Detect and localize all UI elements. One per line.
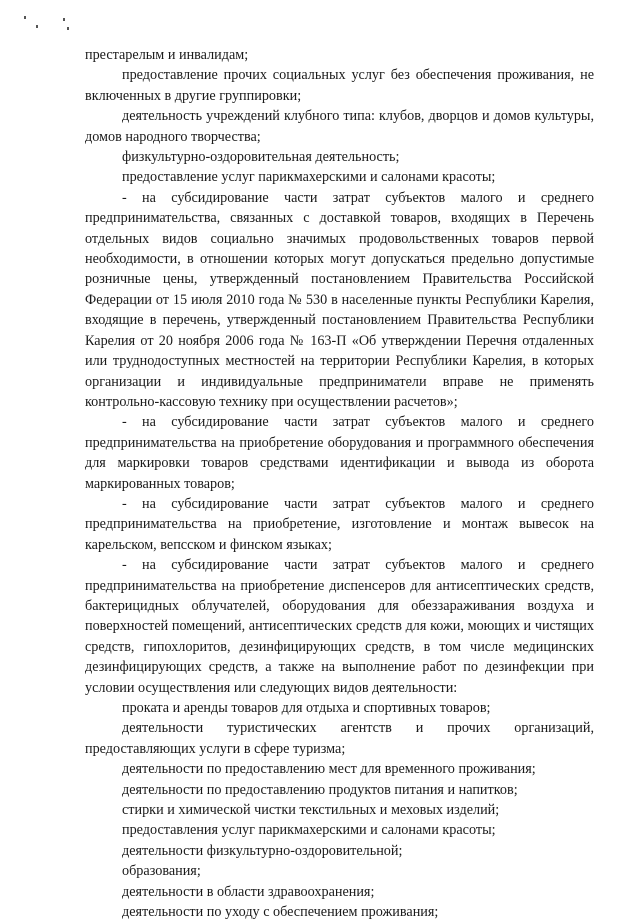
list-item: деятельности в области здравоохранения; bbox=[122, 883, 375, 900]
list-item: деятельности по предоставлению продуктов питания и напитков; bbox=[122, 781, 518, 798]
list-item: образования; bbox=[122, 863, 201, 880]
list-item: предоставления услуг парикмахерскими и салонами красоты; bbox=[122, 822, 496, 839]
paragraph: - на субсидирование части затрат субъектов малого и среднего предпринимательства на приобретение оборудования и программного обеспечения для маркировки товаров средствами идентификации и вывода из оборота маркированных товаров; bbox=[85, 414, 594, 492]
paragraph: - на субсидирование части затрат субъектов малого и среднего предпринимательства на приобретение диспенсеров для антисептических средств, бактерицидных облучателей, оборудования для обеззараживания воздуха и поверхностей помещений, антисептических средств для кожи, моющих и чистящих средств, гипохлоритов, дезинфицирующих средств, в том числе медицинских дезинфицирующих средств, а также на выполнение работ по дезинфекции при условии осуществления или следующих видов деятельности: bbox=[85, 557, 594, 696]
list-item: стирки и химической чистки текстильных и меховых изделий; bbox=[122, 802, 500, 819]
list-item: деятельности по предоставлению мест для временного проживания; bbox=[122, 761, 536, 778]
list-item: деятельности физкультурно-оздоровительной; bbox=[122, 842, 403, 859]
paragraph: престарелым и инвалидам; bbox=[85, 47, 249, 63]
document-page bbox=[85, 45, 594, 922]
list-item: деятельности по уходу с обеспечением проживания; bbox=[122, 904, 439, 921]
scan-marks bbox=[22, 14, 82, 44]
list-item: деятельности туристических агентств и прочих организаций, предоставляющих услуги в сфере туризма; bbox=[85, 720, 594, 757]
paragraph: физкультурно-оздоровительная деятельность; bbox=[122, 149, 400, 166]
paragraph: предоставление услуг парикмахерскими и салонами красоты; bbox=[122, 169, 496, 186]
paragraph: - на субсидирование части затрат субъектов малого и среднего предпринимательства на приобретение, изготовление и монтаж вывесок на карельском, вепсском и финском языках; bbox=[85, 495, 594, 553]
paragraph: - на субсидирование части затрат субъектов малого и среднего предпринимательства, связанных с доставкой товаров, входящих в Перечень отдельных видов социально значимых продовольственных товаров первой необходимости, в отношении которых могут допускаться предельно допустимые розничные цены, утвержденный постановлением Правительства Российской Федерации от 15 июля 2010 года № 530 в населенные пункты Республики Карелия, входящие в перечень, утвержденный постановлением Правительства Республики Карелия от 20 ноября 2006 года № 163-П «Об утверждении Перечня отдаленных или труднодоступных местностей на территории Республики Карелия, в которых организации и индивидуальные предприниматели вправе не применять контрольно-кассовую технику при осуществлении расчетов»; bbox=[85, 189, 594, 410]
paragraph: деятельность учреждений клубного типа: клубов, дворцов и домов культуры, домов народного творчества; bbox=[85, 108, 594, 145]
list-item: проката и аренды товаров для отдыха и спортивных товаров; bbox=[122, 700, 491, 716]
paragraph: предоставление прочих социальных услуг без обеспечения проживания, не включенных в другие группировки; bbox=[85, 67, 594, 104]
